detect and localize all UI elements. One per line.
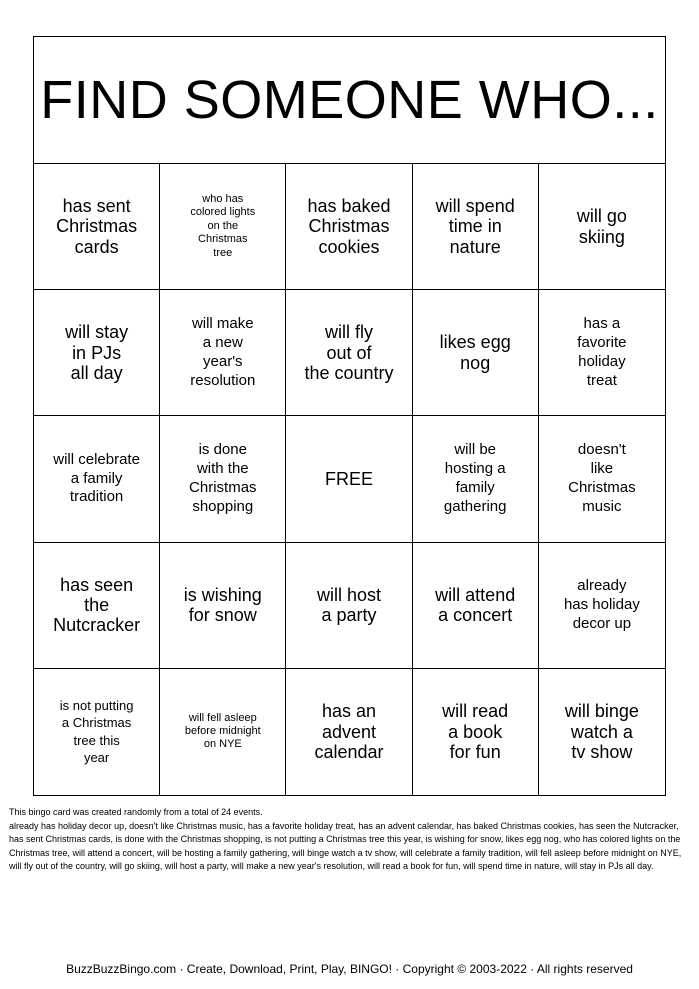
free-space: FREE	[286, 416, 412, 542]
bingo-cell: will celebrate a family tradition	[34, 416, 160, 542]
bingo-cell: will be hosting a family gathering	[413, 416, 539, 542]
title-row	[34, 37, 665, 164]
bingo-cell: is not putting a Christmas tree this year	[34, 669, 160, 795]
bingo-cell: will fly out of the country	[286, 290, 412, 416]
bingo-cell: has an advent calendar	[286, 669, 412, 795]
bingo-cell: has seen the Nutcracker	[34, 543, 160, 669]
bingo-cell: will make a new year's resolution	[160, 290, 286, 416]
bingo-cell: will go skiing	[539, 164, 665, 290]
card-title: FIND SOMEONE WHO...	[40, 70, 659, 130]
info-line: This bingo card was created randomly from a total of 24 events.	[9, 807, 263, 817]
bingo-cell: is wishing for snow	[160, 543, 286, 669]
bingo-cell: doesn't like Christmas music	[539, 416, 665, 542]
bingo-cell: will spend time in nature	[413, 164, 539, 290]
bingo-cell: is done with the Christmas shopping	[160, 416, 286, 542]
bingo-grid	[34, 164, 665, 795]
bingo-cell: will read a book for fun	[413, 669, 539, 795]
card-info	[9, 806, 689, 874]
footer: BuzzBuzzBingo.com · Create, Download, Print, Play, BINGO! · Copyright © 2003-2022 · All rights reserved	[66, 962, 633, 976]
bingo-cell: has a favorite holiday treat	[539, 290, 665, 416]
bingo-cell: who has colored lights on the Christmas tree	[160, 164, 286, 290]
bingo-cell: will attend a concert	[413, 543, 539, 669]
bingo-card	[33, 36, 666, 796]
events-list: already has holiday decor up, doesn't like Christmas music, has a favorite holiday treat, has an advent calendar, has baked Christmas cookies, has seen the Nutcracker, has sent Christmas cards, is done with the Christmas shopping, is not putting a Christmas tree this year, is wishing for snow, likes egg nog, who has colored lights on the Christmas tree, will attend a concert, will be hosting a family gathering, will binge watch a tv show, will celebrate a family tradition, will fell asleep before midnight on NYE, will fly out of the country, will go skiing, will host a party, will make a new year's resolution, will read a book for fun, will spend time in nature, will stay in PJs all day.	[9, 820, 682, 871]
bingo-cell: has baked Christmas cookies	[286, 164, 412, 290]
bingo-cell: will stay in PJs all day	[34, 290, 160, 416]
bingo-cell: has sent Christmas cards	[34, 164, 160, 290]
bingo-cell: likes egg nog	[413, 290, 539, 416]
bingo-cell: will host a party	[286, 543, 412, 669]
bingo-cell: will binge watch a tv show	[564, 701, 639, 763]
bingo-cell: will fell asleep before midnight on NYE	[160, 669, 286, 795]
bingo-cell: already has holiday decor up	[539, 543, 665, 669]
